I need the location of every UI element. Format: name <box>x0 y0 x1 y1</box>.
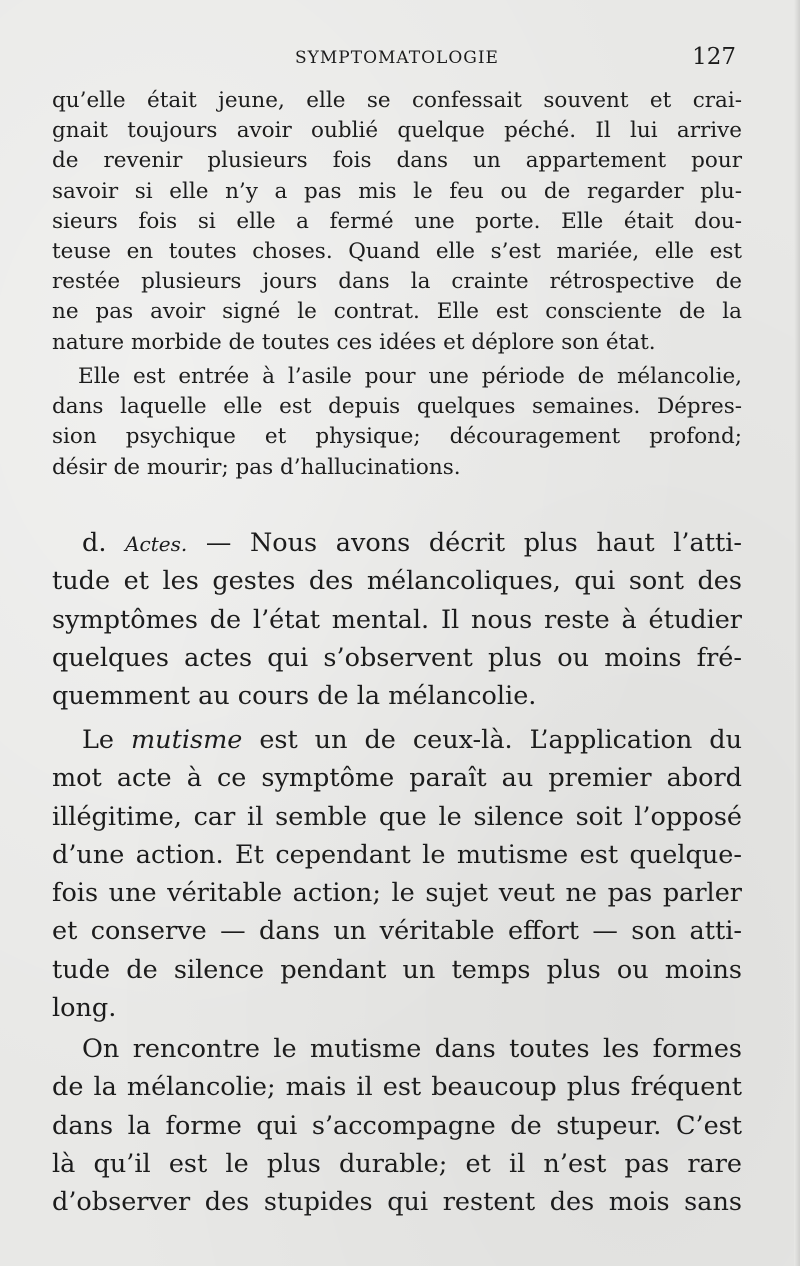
page-edge-shadow <box>794 0 800 1266</box>
text-line: d’une action. Et cependant le mutisme est quelque- <box>52 839 742 870</box>
page-number: 127 <box>692 44 736 70</box>
page-header <box>52 44 742 78</box>
paragraph-forms <box>52 1030 742 1221</box>
text-line: long. <box>52 993 117 1024</box>
text-line: quelques actes qui s’observent plus ou moins fré- <box>52 642 742 673</box>
text-line: mot acte à ce symptôme paraît au premier abord <box>52 763 742 794</box>
section-heading-line <box>52 524 742 562</box>
section-actes <box>52 524 742 715</box>
paragraph-mutisme <box>52 721 742 1027</box>
emphasis-mutisme: mutisme <box>130 725 243 755</box>
running-title: SYMPTOMATOLOGIE <box>295 48 499 68</box>
text-line: d’observer des stupides qui restent des mois sans <box>52 1187 742 1218</box>
text-line: Elle est entrée à l’asile pour une période de mélancolie, <box>78 364 742 389</box>
text-line: sieurs fois si elle a fermé une porte. Elle était dou- <box>52 208 742 234</box>
text-line: symptômes de l’état mental. Il nous reste à étudier <box>52 604 742 635</box>
text-line: désir de mourir; pas d’hallucinations. <box>52 454 461 480</box>
text-line <box>52 721 742 759</box>
text-line: qu’elle était jeune, elle se confessait souvent et crai- <box>52 88 742 113</box>
text-line: fois une véritable action; le sujet veut ne pas parler <box>52 878 742 909</box>
section-letter: d. <box>82 528 107 558</box>
text-line: ne pas avoir signé le contrat. Elle est consciente de la <box>52 299 742 325</box>
line-start: Le <box>82 725 115 755</box>
text-line: teuse en toutes choses. Quand elle s’est mariée, elle est <box>52 238 742 264</box>
text-line: restée plusieurs jours dans la crainte rétrospective de <box>52 269 742 295</box>
text-line: dans la forme qui s’accompagne de stupeur. C’est <box>52 1110 742 1141</box>
text-line: nature morbide de toutes ces idées et déplore son état. <box>52 329 656 355</box>
section-first-line: — Nous avons décrit plus haut l’atti- <box>205 528 742 558</box>
text-line: dans laquelle elle est depuis quelques semaines. Dépres- <box>52 394 742 420</box>
section-title: Actes. <box>125 532 188 556</box>
text-line: là qu’il est le plus durable; et il n’est pas rare <box>52 1148 742 1179</box>
text-line: de revenir plusieurs fois dans un appartement pour <box>52 148 742 174</box>
text-line: tude de silence pendant un temps plus ou moins <box>52 954 742 985</box>
text-line: sion psychique et physique; découragement profond; <box>52 424 742 450</box>
text-line: gnait toujours avoir oublié quelque péché. Il lui arrive <box>52 118 742 144</box>
text-line: illégitime, car il semble que le silence soit l’opposé <box>52 801 742 832</box>
text-line: tude et les gestes des mélancoliques, qui sont des <box>52 566 742 597</box>
text-line: savoir si elle n’y a pas mis le feu ou de regarder plu- <box>52 178 742 204</box>
paragraph-admission <box>52 362 742 483</box>
line-rest: est un de ceux-là. L’application du <box>259 725 743 755</box>
text-line: On rencontre le mutisme dans toutes les formes <box>82 1034 742 1064</box>
text-line: et conserve — dans un véritable effort — son atti- <box>52 916 742 947</box>
paragraph-case-description <box>52 86 742 358</box>
text-line: quemment au cours de la mélancolie. <box>52 681 537 712</box>
text-line: de la mélancolie; mais il est beaucoup plus fréquent <box>52 1072 742 1103</box>
